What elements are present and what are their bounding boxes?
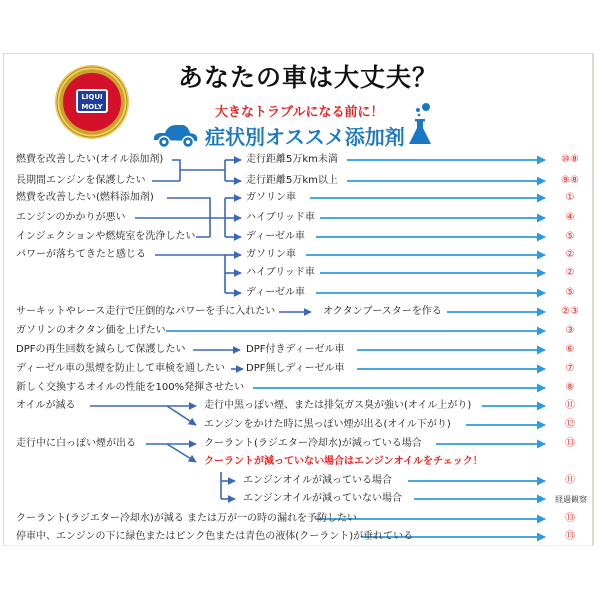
- condition-label: 走行距離5万km未満: [246, 154, 338, 165]
- symptom-label: 長期間エンジンを保護したい: [16, 175, 146, 186]
- product-number: ⑥: [565, 344, 575, 355]
- symptom-label: DPFの再生回数を減らして保護したい: [16, 344, 186, 355]
- product-number: ⑪: [565, 400, 575, 411]
- symptom-label: エンジンのかかりが悪い: [16, 212, 126, 223]
- condition-label: ディーゼル車: [246, 231, 305, 242]
- condition-label: エンジンオイルが減っている場合: [243, 475, 392, 486]
- product-number: ③: [565, 325, 575, 336]
- symptom-label: 新しく交換するオイルの性能を100%発揮させたい: [16, 382, 245, 393]
- symptom-label: ガソリンのオクタン価を上げたい: [16, 325, 166, 336]
- product-number: ②③: [561, 306, 579, 317]
- product-number: ⑪: [565, 475, 575, 486]
- product-number: ⑬: [565, 438, 575, 449]
- product-number: ⑩⑧: [561, 154, 579, 165]
- condition-label: 走行中黒っぽい煙、または排気ガス臭が強い(オイル上がり): [204, 400, 472, 411]
- logo-line2: MOLY: [81, 103, 103, 111]
- condition-label: DPF無しディーゼル車: [246, 363, 345, 374]
- condition-label: ハイブリッド車: [246, 267, 315, 278]
- symptom-label: クーラント(ラジエター冷却水)が減る または万が一の時の漏れを予防したい: [16, 513, 357, 524]
- symptom-label: 燃費を改善したい(オイル添加剤): [16, 154, 164, 165]
- product-number: ⑨⑧: [561, 175, 579, 186]
- condition-label: エンジンをかけた時に黒っぽい煙が出る(オイル下がり): [204, 419, 451, 430]
- product-number: ⑤: [565, 231, 575, 242]
- observation-label: 経過観察: [555, 495, 587, 504]
- condition-label: オクタンブースターを作る: [323, 306, 442, 317]
- warning-label: クーラントが減っていない場合はエンジンオイルをチェック！: [204, 456, 483, 467]
- product-number: ①: [565, 192, 575, 203]
- condition-label: 走行距離5万km以上: [246, 175, 338, 186]
- page-title: あなたの車は大丈夫？: [178, 63, 439, 92]
- product-number: ④: [565, 212, 575, 223]
- condition-label: エンジンオイルが減っていない場合: [243, 493, 402, 504]
- condition-label: ガソリン車: [246, 192, 296, 203]
- product-number: ⑬: [565, 513, 575, 524]
- symptom-label: 停車中、エンジンの下に緑色またはピンク色または青色の液体(クーラント)が垂れている: [16, 531, 414, 542]
- logo-line1: LIQUI: [81, 93, 103, 101]
- symptom-label: 燃費を改善したい(燃料添加剤): [16, 192, 154, 203]
- section-heading: 症状別オススメ添加剤: [205, 125, 405, 149]
- symptom-label: オイルが減る: [16, 400, 76, 411]
- symptom-label: ディーゼル車の黒煙を防止して車検を通したい: [16, 363, 225, 374]
- symptom-label: サーキットやレース走行で圧倒的なパワーを手に入れたい: [16, 306, 276, 317]
- product-number: ②: [565, 249, 575, 260]
- symptom-label: 走行中に白っぽい煙が出る: [16, 438, 136, 449]
- condition-label: DPF付きディーゼル車: [246, 344, 345, 355]
- condition-label: ディーゼル車: [246, 287, 305, 298]
- product-number: ⑬: [565, 531, 575, 542]
- product-number: ⑧: [565, 382, 575, 393]
- condition-label: ガソリン車: [246, 249, 296, 260]
- condition-label: ハイブリッド車: [246, 212, 315, 223]
- product-number: ⑫: [565, 419, 575, 430]
- product-number: ⑦: [565, 363, 575, 374]
- symptom-label: インジェクションや燃焼室を洗浄したい: [16, 231, 196, 242]
- condition-label: クーラント(ラジエター冷却水)が減っている場合: [204, 438, 422, 449]
- symptom-label: パワーが落ちてきたと感じる: [16, 249, 146, 260]
- product-number: ⑤: [565, 287, 575, 298]
- subtitle: 大きなトラブルになる前に！: [215, 105, 384, 120]
- product-number: ②: [565, 267, 575, 278]
